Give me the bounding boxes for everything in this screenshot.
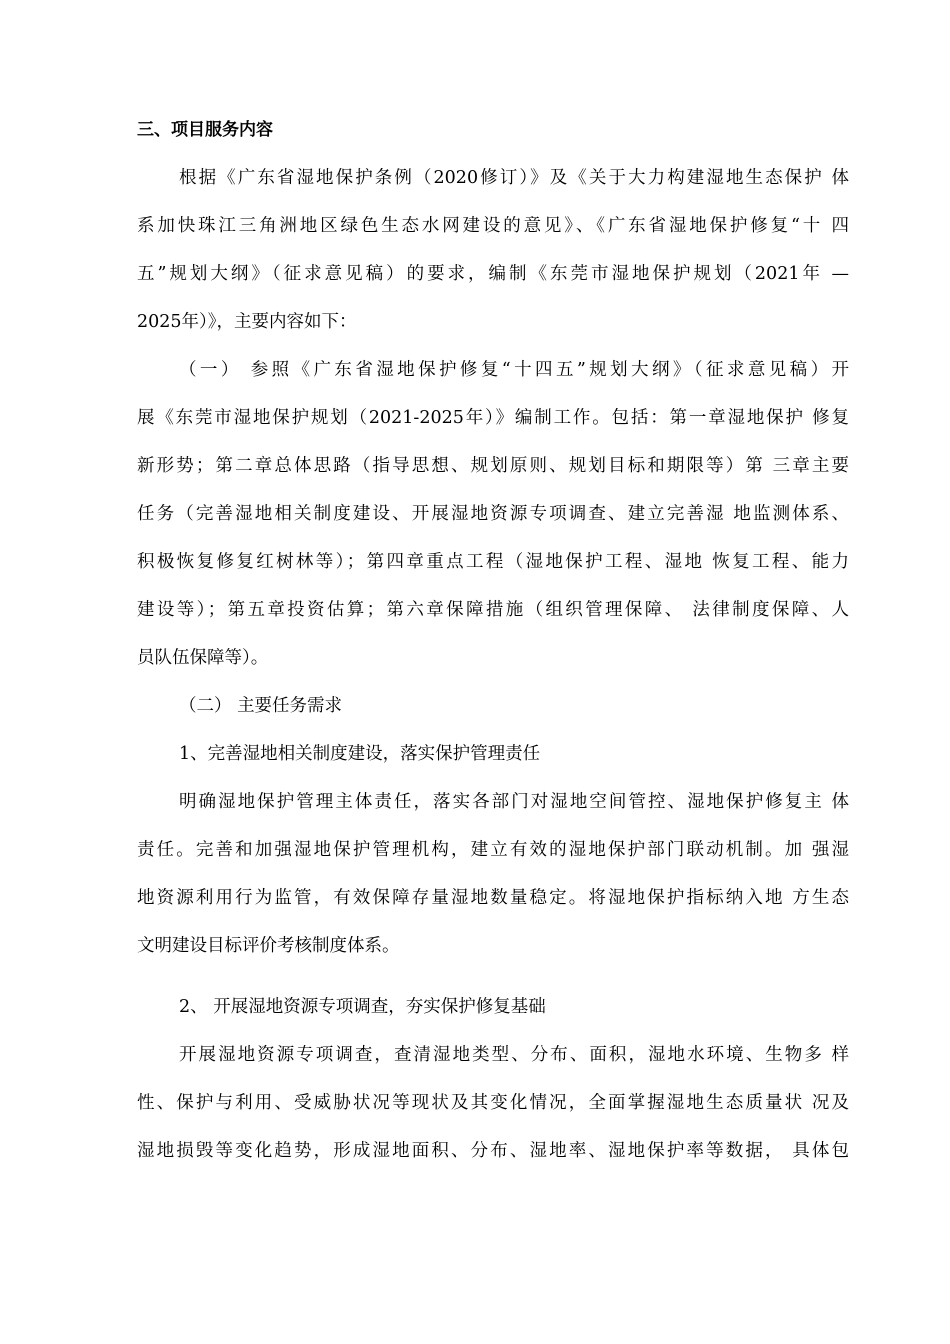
paragraph-line: 地资源利用行为监管，有效保障存量湿地数量稳定。将湿地保护指标纳入地 方生态: [137, 888, 849, 908]
task-heading: 2、 开展湿地资源专项调查，夯实保护修复基础: [179, 997, 546, 1017]
paragraph-line: 责任。完善和加强湿地保护管理机构，建立有效的湿地保护部门联动机制。加 强湿: [137, 840, 849, 860]
paragraph-line: 展《东莞市湿地保护规划（2021-2025年）》编制工作。包括：第一章湿地保护 修复: [137, 408, 849, 428]
paragraph-line: 系加快珠江三角洲地区绿色生态水网建设的意见》、《广东省湿地保护修复“十 四: [137, 216, 849, 236]
paragraph-line: （一） 参照《广东省湿地保护修复“十四五”规划大纲》（征求意见稿）开: [179, 360, 849, 380]
paragraph-line: 新形势；第二章总体思路（指导思想、规划原则、规划目标和期限等）第 三章主要: [137, 456, 849, 476]
paragraph-line: 性、保护与利用、受威胁状况等现状及其变化情况，全面掌握湿地生态质量状 况及: [137, 1093, 849, 1113]
paragraph-line: 员队伍保障等）。: [137, 648, 269, 668]
paragraph-line: 积极恢复修复红树林等）；第四章重点工程（湿地保护工程、湿地 恢复工程、能力: [137, 552, 849, 572]
paragraph-line: 开展湿地资源专项调查，查清湿地类型、分布、面积，湿地水环境、生物多 样: [179, 1045, 849, 1065]
paragraph-line: 建设等）；第五章投资估算；第六章保障措施（组织管理保障、 法律制度保障、人: [137, 600, 849, 620]
task-heading: 1、完善湿地相关制度建设，落实保护管理责任: [179, 744, 541, 764]
section-heading: 三、项目服务内容: [137, 120, 273, 140]
subsection-heading: （二） 主要任务需求: [179, 696, 343, 716]
paragraph-line: 湿地损毁等变化趋势，形成湿地面积、分布、湿地率、湿地保护率等数据， 具体包: [137, 1141, 849, 1161]
paragraph-line: 2025年）》，主要内容如下：: [137, 312, 357, 332]
paragraph-line: 五”规划大纲》（征求意见稿）的要求，编制《东莞市湿地保护规划（2021年 —: [137, 264, 849, 284]
paragraph-line: 文明建设目标评价考核制度体系。: [137, 936, 400, 956]
paragraph-line: 根据《广东省湿地保护条例（2020修订）》及《关于大力构建湿地生态保护 体: [179, 168, 849, 188]
paragraph-line: 任务（完善湿地相关制度建设、开展湿地资源专项调查、建立完善湿 地监测体系、: [137, 504, 849, 524]
paragraph-line: 明确湿地保护管理主体责任，落实各部门对湿地空间管控、湿地保护修复主 体: [179, 792, 849, 812]
